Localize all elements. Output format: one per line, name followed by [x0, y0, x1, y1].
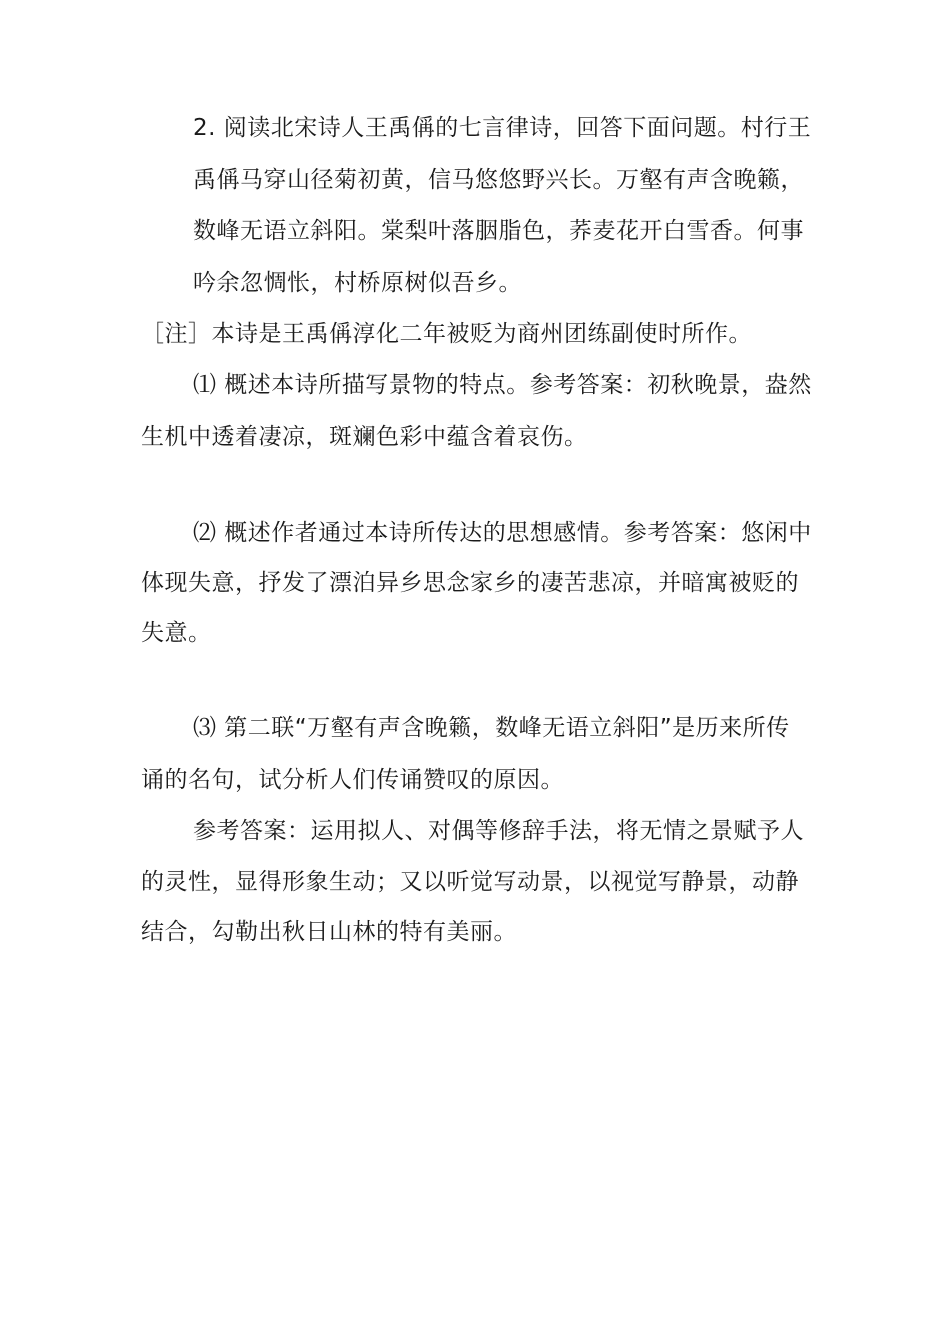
- answer-3-line-2: 的灵性，显得形象生动；又以听觉写动景，以视觉写静景，动静: [141, 869, 799, 895]
- answer-3-line-3: 结合，勾勒出秋日山林的特有美丽。: [141, 919, 517, 945]
- sub-question-1-line-2: 生机中透着凄凉，斑斓色彩中蕴含着哀伤。: [141, 424, 588, 450]
- question-intro-line-2: 禹偁马穿山径菊初黄，信马悠悠野兴长。万壑有声含晚籁，: [193, 167, 804, 193]
- sub-question-3-line-1: ⑶ 第二联“万壑有声含晚籁，数峰无语立斜阳”是历来所传: [193, 715, 790, 741]
- sub-question-3-line-2: 诵的名句，试分析人们传诵赞叹的原因。: [141, 767, 564, 793]
- question-intro-line-4: 吟余忽惆怅，村桥原树似吾乡。: [193, 270, 522, 296]
- question-intro-line-3: 数峰无语立斜阳。棠梨叶落胭脂色，荞麦花开白雪香。何事: [193, 218, 804, 244]
- sub-question-2-line-2: 体现失意，抒发了漂泊异乡思念家乡的凄苦悲凉，并暗寓被贬的: [141, 570, 799, 596]
- question-intro-line-1: 2. 阅读北宋诗人王禹偁的七言律诗，回答下面问题。村行王: [193, 115, 812, 141]
- sub-question-2-line-3: 失意。: [141, 620, 212, 646]
- sub-question-1-line-1: ⑴ 概述本诗所描写景物的特点。参考答案：初秋晚景，盎然: [193, 372, 812, 398]
- sub-question-2-line-1: ⑵ 概述作者通过本诗所传达的思想感情。参考答案：悠闲中: [193, 520, 812, 546]
- answer-3-line-1: 参考答案：运用拟人、对偶等修辞手法，将无情之景赋予人: [193, 818, 804, 844]
- poem-note: ［注］本诗是王禹偁淳化二年被贬为商州团练副使时所作。: [141, 321, 752, 347]
